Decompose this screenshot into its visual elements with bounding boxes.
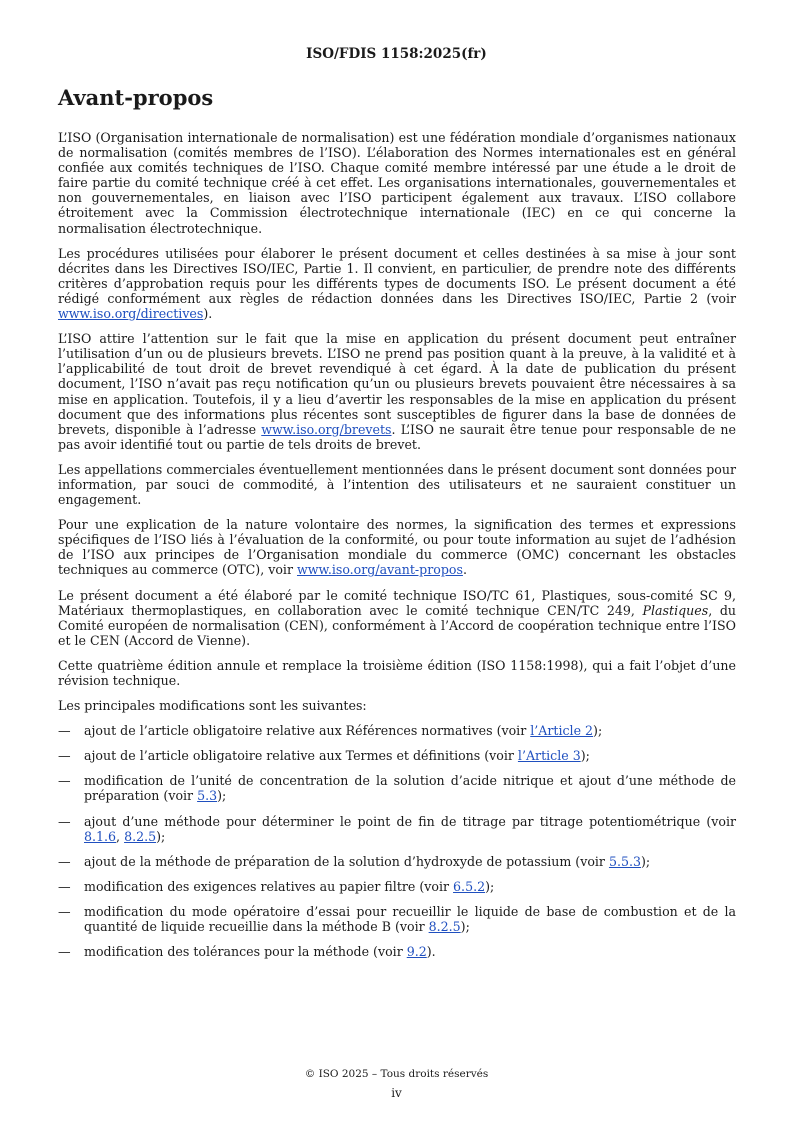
list-item: — ajout de l’article obligatoire relative aux Termes et définitions (voir l’Article 3); <box>58 748 590 764</box>
link-clause-6-5-2[interactable]: 6.5.2 <box>453 878 486 894</box>
paragraph-edition: Cette quatrième édition annule et remplace la troisième édition (ISO 1158:1998), qui a fait l’objet d’une révision technique. <box>58 657 736 688</box>
link-clause-9-2[interactable]: 9.2 <box>406 944 427 960</box>
document-id-header: ISO/FDIS 1158:2025(fr) <box>306 46 487 62</box>
list-item: — ajout de l’article obligatoire relative aux Références normatives (voir l’Article 2); <box>58 723 603 739</box>
list-item: — ajout d’une méthode pour déterminer le point de fin de titrage par titrage potentiométrique (voir 8.1.6, 8.2.5); <box>58 813 736 844</box>
link-article-2[interactable]: l’Article 2 <box>530 723 594 739</box>
list-item: — modification de l’unité de concentration de la solution d’acide nitrique et ajout d’une méthode de préparation (voir 5.3); <box>58 773 736 804</box>
link-clause-8-2-5-b[interactable]: 8.2.5 <box>428 919 461 935</box>
paragraph-committee: Le présent document a été élaboré par le comité technique ISO/TC 61, Plastiques, sous-comité SC 9, Matériaux thermoplastiques, en collaboration avec le comité technique CEN/TC 249, Plastiques, du Comité européen de normalisation (CEN), conformément à l’Accord de coopération technique entre l’ISO et le CEN (Accord de Vienne). <box>58 587 737 648</box>
link-clause-5-3[interactable]: 5.3 <box>197 788 218 804</box>
changes-list <box>58 723 736 959</box>
list-item: — modification des exigences relatives au papier filtre (voir 6.5.2); <box>58 878 495 894</box>
paragraph-changes-intro: Les principales modifications sont les suivantes: <box>58 698 367 714</box>
list-item: — modification des tolérances pour la méthode (voir 9.2). <box>58 944 436 960</box>
list-item: — modification du mode opératoire d’essai pour recueillir le liquide de base de combustion et de la quantité de liquide recueillie dans la méthode B (voir 8.2.5); <box>58 903 736 935</box>
paragraph-iso-intro: L’ISO (Organisation internationale de normalisation) est une fédération mondiale d’organismes nationaux de normalisation (comités membres de l’ISO). L’élaboration des Normes internationales est en général confiée aux comités techniques de l’ISO. Chaque comité membre intéressé par une étude a le droit de faire partie du comité technique créé à cet effet. Les organisations internationales, gouvernementales et non gouvernementales, en liaison avec l’ISO participent également aux travaux. L’ISO collabore étroitement avec la Commission électrotechnique internationale (IEC) en ce qui concerne la normalisation électrotechnique. <box>58 130 736 236</box>
link-avant-propos[interactable]: www.iso.org/avant-propos <box>296 562 463 578</box>
link-clause-5-5-3[interactable]: 5.5.3 <box>608 853 641 869</box>
paragraph-trade-names: Les appellations commerciales éventuellement mentionnées dans le présent document sont données pour information, par souci de commodité, à l’intention des utilisateurs et ne sauraient constituer un engagement. <box>58 461 736 508</box>
page-title: Avant-propos <box>58 85 214 110</box>
link-directives[interactable]: www.iso.org/directives <box>58 306 204 322</box>
document-body <box>58 130 736 969</box>
link-clause-8-2-5[interactable]: 8.2.5 <box>124 828 157 844</box>
page-number: iv <box>391 1086 402 1100</box>
list-item: — ajout de la méthode de préparation de la solution d’hydroxyde de potassium (voir 5.5.3); <box>58 853 651 869</box>
link-article-3[interactable]: l’Article 3 <box>517 748 581 764</box>
link-brevets[interactable]: www.iso.org/brevets <box>261 421 392 437</box>
link-clause-8-1-6[interactable]: 8.1.6 <box>84 828 117 844</box>
paragraph-patents: L’ISO attire l’attention sur le fait que la mise en application du présent document peut entraîner l’utilisation d’un ou de plusieurs brevets. L’ISO ne prend pas position quant à la preuve, à la validité et à l’applicabilité de tout droit de brevet revendiqué à cet égard. À la date de publication du présent document, l’ISO n’avait pas reçu notification qu’un ou plusieurs brevets pouvaient être nécessaires à sa mise en application. Toutefois, il y a lieu d’avertir les responsables de la mise en application du présent document que des informations plus récentes sont susceptibles de figurer dans la base de données de brevets, disponible à l’adresse www.iso.org/brevets. L’ISO ne saurait être tenue pour responsable de ne pas avoir identifié tout ou partie de tels droits de brevet. <box>58 331 736 452</box>
copyright-footer: © ISO 2025 – Tous droits réservés <box>304 1068 489 1080</box>
paragraph-voluntary-nature: Pour une explication de la nature volontaire des normes, la signification des termes et expressions spécifiques de l’ISO liés à l’évaluation de la conformité, ou pour toute information au sujet de l’adhésion de l’ISO aux principes de l’Organisation mondiale du commerce (OMC) concernant les obstacles techniques au commerce (OTC), voir www.iso.org/avant-propos. <box>58 517 736 578</box>
paragraph-procedures: Les procédures utilisées pour élaborer le présent document et celles destinées à sa mise à jour sont décrites dans les Directives ISO/IEC, Partie 1. Il convient, en particulier, de prendre note des différents critères d’approbation requis pour les différents types de documents ISO. Le présent document a été rédigé conformément aux règles de rédaction données dans les Directives ISO/IEC, Partie 2 (voir www.iso.org/directives). <box>58 245 736 322</box>
